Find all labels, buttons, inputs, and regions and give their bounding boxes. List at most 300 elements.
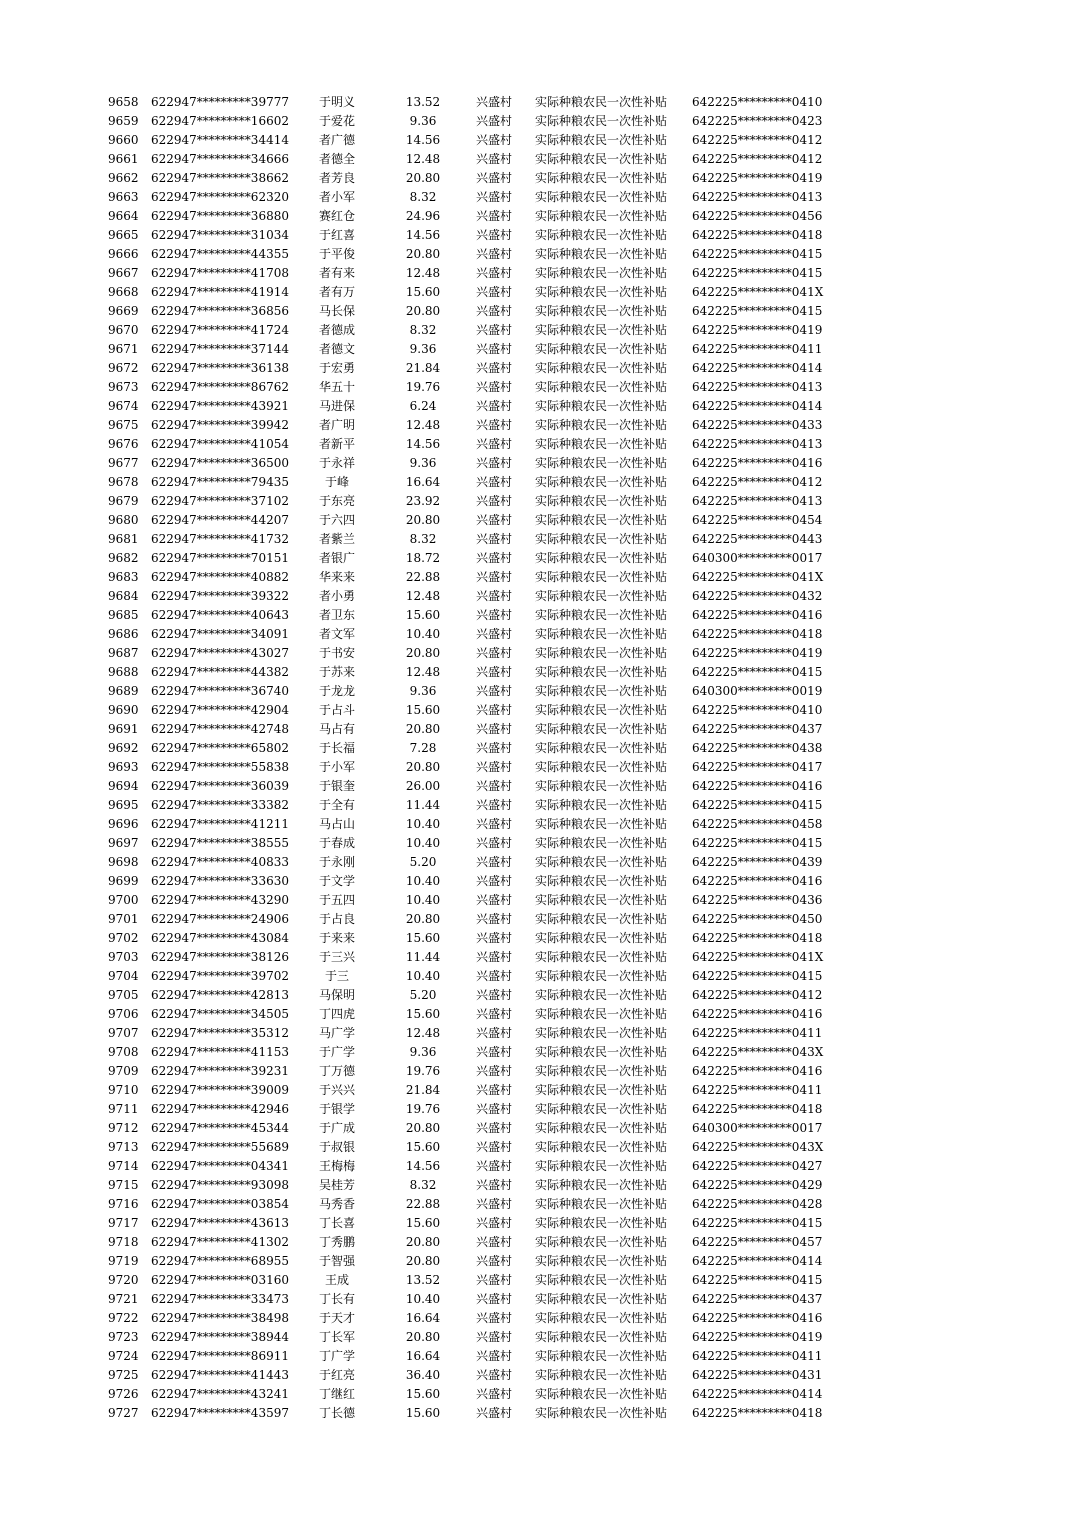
subsidy-type-cell: 实际种粮农民一次性补贴	[535, 1159, 668, 1173]
account-number-cell: 622947*********40833	[151, 855, 289, 869]
subsidy-type-cell: 实际种粮农民一次性补贴	[535, 893, 668, 907]
row-number-cell: 9680	[108, 513, 139, 527]
subsidy-type-cell: 实际种粮农民一次性补贴	[535, 494, 668, 508]
row-number-cell: 9667	[108, 266, 139, 280]
village-cell: 兴盛村	[476, 969, 513, 983]
amount-cell: 15.60	[405, 1007, 441, 1021]
amount-cell: 10.40	[405, 1292, 441, 1306]
table-row	[0, 625, 1074, 644]
name-cell: 者新平	[318, 437, 355, 451]
table-row	[0, 1195, 1074, 1214]
name-cell: 于六四	[318, 513, 355, 527]
id-number-cell: 642225*********0419	[692, 1330, 823, 1344]
name-cell: 于峰	[324, 475, 349, 489]
name-cell: 于银奎	[318, 779, 355, 793]
amount-cell: 20.80	[405, 1254, 441, 1268]
row-number-cell: 9664	[108, 209, 139, 223]
amount-cell: 10.40	[405, 836, 441, 850]
village-cell: 兴盛村	[476, 1197, 513, 1211]
village-cell: 兴盛村	[476, 1406, 513, 1420]
table-row	[0, 397, 1074, 416]
subsidy-type-cell: 实际种粮农民一次性补贴	[535, 627, 668, 641]
table-row	[0, 1233, 1074, 1252]
name-cell: 者银广	[318, 551, 355, 565]
village-cell: 兴盛村	[476, 285, 513, 299]
id-number-cell: 642225*********0415	[692, 836, 823, 850]
account-number-cell: 622947*********36880	[151, 209, 289, 223]
table-row	[0, 473, 1074, 492]
id-number-cell: 642225*********0418	[692, 1102, 823, 1116]
id-number-cell: 642225*********0416	[692, 1064, 823, 1078]
row-number-cell: 9698	[108, 855, 139, 869]
subsidy-type-cell: 实际种粮农民一次性补贴	[535, 1026, 668, 1040]
subsidy-type-cell: 实际种粮农民一次性补贴	[535, 722, 668, 736]
subsidy-type-cell: 实际种粮农民一次性补贴	[535, 798, 668, 812]
subsidy-type-cell: 实际种粮农民一次性补贴	[535, 1178, 668, 1192]
table-row	[0, 93, 1074, 112]
name-cell: 者芳良	[318, 171, 355, 185]
subsidy-type-cell: 实际种粮农民一次性补贴	[535, 171, 668, 185]
name-cell: 马秀香	[318, 1197, 355, 1211]
table-row	[0, 131, 1074, 150]
subsidy-type-cell: 实际种粮农民一次性补贴	[535, 1368, 668, 1382]
id-number-cell: 642225*********0413	[692, 494, 823, 508]
table-row	[0, 1214, 1074, 1233]
id-number-cell: 642225*********0450	[692, 912, 823, 926]
account-number-cell: 622947*********79435	[151, 475, 289, 489]
account-number-cell: 622947*********93098	[151, 1178, 289, 1192]
village-cell: 兴盛村	[476, 304, 513, 318]
account-number-cell: 622947*********31034	[151, 228, 289, 242]
subsidy-type-cell: 实际种粮农民一次性补贴	[535, 1406, 668, 1420]
amount-cell: 21.84	[405, 361, 441, 375]
name-cell: 于平俊	[318, 247, 355, 261]
subsidy-type-cell: 实际种粮农民一次性补贴	[535, 1007, 668, 1021]
name-cell: 丁继红	[318, 1387, 355, 1401]
account-number-cell: 622947*********44355	[151, 247, 289, 261]
table-row	[0, 169, 1074, 188]
subsidy-type-cell: 实际种粮农民一次性补贴	[535, 646, 668, 660]
subsidy-type-cell: 实际种粮农民一次性补贴	[535, 570, 668, 584]
account-number-cell: 622947*********42904	[151, 703, 289, 717]
subsidy-type-cell: 实际种粮农民一次性补贴	[535, 133, 668, 147]
village-cell: 兴盛村	[476, 1140, 513, 1154]
id-number-cell: 642225*********0412	[692, 133, 823, 147]
account-number-cell: 622947*********43597	[151, 1406, 289, 1420]
account-number-cell: 622947*********42813	[151, 988, 289, 1002]
id-number-cell: 642225*********0414	[692, 1387, 823, 1401]
name-cell: 于银学	[318, 1102, 355, 1116]
amount-cell: 12.48	[405, 152, 441, 166]
amount-cell: 15.60	[405, 703, 441, 717]
row-number-cell: 9707	[108, 1026, 139, 1040]
table-row	[0, 796, 1074, 815]
subsidy-type-cell: 实际种粮农民一次性补贴	[535, 551, 668, 565]
id-number-cell: 642225*********0415	[692, 1273, 823, 1287]
table-row	[0, 967, 1074, 986]
name-cell: 于龙龙	[318, 684, 355, 698]
subsidy-type-cell: 实际种粮农民一次性补贴	[535, 1349, 668, 1363]
table-row	[0, 606, 1074, 625]
id-number-cell: 642225*********0437	[692, 1292, 823, 1306]
table-row	[0, 1347, 1074, 1366]
row-number-cell: 9727	[108, 1406, 139, 1420]
name-cell: 王梅梅	[318, 1159, 355, 1173]
id-number-cell: 642225*********041X	[692, 950, 824, 964]
name-cell: 马进保	[318, 399, 355, 413]
account-number-cell: 622947*********41443	[151, 1368, 289, 1382]
village-cell: 兴盛村	[476, 209, 513, 223]
id-number-cell: 642225*********0415	[692, 304, 823, 318]
row-number-cell: 9714	[108, 1159, 139, 1173]
account-number-cell: 622947*********39009	[151, 1083, 289, 1097]
table-row	[0, 701, 1074, 720]
id-number-cell: 642225*********0456	[692, 209, 823, 223]
account-number-cell: 622947*********34666	[151, 152, 289, 166]
account-number-cell: 622947*********41914	[151, 285, 289, 299]
village-cell: 兴盛村	[476, 798, 513, 812]
row-number-cell: 9703	[108, 950, 139, 964]
row-number-cell: 9716	[108, 1197, 139, 1211]
subsidy-type-cell: 实际种粮农民一次性补贴	[535, 266, 668, 280]
village-cell: 兴盛村	[476, 855, 513, 869]
row-number-cell: 9700	[108, 893, 139, 907]
village-cell: 兴盛村	[476, 874, 513, 888]
amount-cell: 11.44	[405, 798, 441, 812]
amount-cell: 16.64	[405, 1311, 441, 1325]
row-number-cell: 9710	[108, 1083, 139, 1097]
row-number-cell: 9687	[108, 646, 139, 660]
name-cell: 于小军	[318, 760, 355, 774]
table-row	[0, 530, 1074, 549]
account-number-cell: 622947*********42748	[151, 722, 289, 736]
table-row	[0, 986, 1074, 1005]
id-number-cell: 642225*********0416	[692, 779, 823, 793]
table-row	[0, 1138, 1074, 1157]
id-number-cell: 642225*********0416	[692, 608, 823, 622]
row-number-cell: 9708	[108, 1045, 139, 1059]
subsidy-type-cell: 实际种粮农民一次性补贴	[535, 114, 668, 128]
subsidy-type-cell: 实际种粮农民一次性补贴	[535, 760, 668, 774]
amount-cell: 12.48	[405, 665, 441, 679]
table-row	[0, 1404, 1074, 1423]
id-number-cell: 640300*********0017	[692, 1121, 823, 1135]
row-number-cell: 9672	[108, 361, 139, 375]
amount-cell: 6.24	[409, 399, 437, 413]
table-row	[0, 587, 1074, 606]
subsidy-type-cell: 实际种粮农民一次性补贴	[535, 1254, 668, 1268]
name-cell: 于宏勇	[318, 361, 355, 375]
row-number-cell: 9723	[108, 1330, 139, 1344]
village-cell: 兴盛村	[476, 1292, 513, 1306]
row-number-cell: 9709	[108, 1064, 139, 1078]
account-number-cell: 622947*********39702	[151, 969, 289, 983]
id-number-cell: 642225*********0429	[692, 1178, 823, 1192]
account-number-cell: 622947*********40643	[151, 608, 289, 622]
account-number-cell: 622947*********44382	[151, 665, 289, 679]
subsidy-type-cell: 实际种粮农民一次性补贴	[535, 399, 668, 413]
row-number-cell: 9702	[108, 931, 139, 945]
account-number-cell: 622947*********40882	[151, 570, 289, 584]
table-row	[0, 568, 1074, 587]
row-number-cell: 9715	[108, 1178, 139, 1192]
account-number-cell: 622947*********65802	[151, 741, 289, 755]
amount-cell: 20.80	[405, 171, 441, 185]
table-row	[0, 454, 1074, 473]
row-number-cell: 9684	[108, 589, 139, 603]
row-number-cell: 9689	[108, 684, 139, 698]
subsidy-type-cell: 实际种粮农民一次性补贴	[535, 855, 668, 869]
name-cell: 马占有	[318, 722, 355, 736]
id-number-cell: 642225*********043X	[692, 1140, 824, 1154]
subsidy-type-cell: 实际种粮农民一次性补贴	[535, 912, 668, 926]
village-cell: 兴盛村	[476, 190, 513, 204]
row-number-cell: 9692	[108, 741, 139, 755]
name-cell: 于长福	[318, 741, 355, 755]
account-number-cell: 622947*********43241	[151, 1387, 289, 1401]
table-row	[0, 663, 1074, 682]
row-number-cell: 9670	[108, 323, 139, 337]
id-number-cell: 642225*********0415	[692, 969, 823, 983]
village-cell: 兴盛村	[476, 399, 513, 413]
village-cell: 兴盛村	[476, 1083, 513, 1097]
name-cell: 于红喜	[318, 228, 355, 242]
id-number-cell: 642225*********0458	[692, 817, 823, 831]
account-number-cell: 622947*********34505	[151, 1007, 289, 1021]
village-cell: 兴盛村	[476, 152, 513, 166]
row-number-cell: 9658	[108, 95, 139, 109]
id-number-cell: 642225*********0418	[692, 627, 823, 641]
name-cell: 王成	[324, 1273, 349, 1287]
table-row	[0, 378, 1074, 397]
name-cell: 者德成	[318, 323, 355, 337]
village-cell: 兴盛村	[476, 456, 513, 470]
village-cell: 兴盛村	[476, 418, 513, 432]
row-number-cell: 9659	[108, 114, 139, 128]
amount-cell: 20.80	[405, 760, 441, 774]
village-cell: 兴盛村	[476, 988, 513, 1002]
amount-cell: 20.80	[405, 247, 441, 261]
subsidy-type-cell: 实际种粮农民一次性补贴	[535, 741, 668, 755]
amount-cell: 8.32	[409, 323, 437, 337]
account-number-cell: 622947*********38555	[151, 836, 289, 850]
subsidy-type-cell: 实际种粮农民一次性补贴	[535, 1216, 668, 1230]
id-number-cell: 642225*********0418	[692, 1406, 823, 1420]
amount-cell: 9.36	[409, 456, 437, 470]
row-number-cell: 9675	[108, 418, 139, 432]
table-row	[0, 739, 1074, 758]
amount-cell: 19.76	[405, 380, 441, 394]
table-row	[0, 910, 1074, 929]
name-cell: 者广德	[318, 133, 355, 147]
subsidy-type-cell: 实际种粮农民一次性补贴	[535, 456, 668, 470]
account-number-cell: 622947*********41211	[151, 817, 289, 831]
row-number-cell: 9722	[108, 1311, 139, 1325]
account-number-cell: 622947*********36039	[151, 779, 289, 793]
table-row	[0, 644, 1074, 663]
amount-cell: 20.80	[405, 1330, 441, 1344]
name-cell: 于全有	[318, 798, 355, 812]
id-number-cell: 642225*********0416	[692, 1007, 823, 1021]
amount-cell: 26.00	[405, 779, 441, 793]
id-number-cell: 642225*********0414	[692, 399, 823, 413]
table-row	[0, 1309, 1074, 1328]
table-row	[0, 112, 1074, 131]
name-cell: 丁四虎	[318, 1007, 355, 1021]
name-cell: 于永祥	[318, 456, 355, 470]
account-number-cell: 622947*********45344	[151, 1121, 289, 1135]
account-number-cell: 622947*********33382	[151, 798, 289, 812]
id-number-cell: 642225*********0419	[692, 323, 823, 337]
village-cell: 兴盛村	[476, 836, 513, 850]
id-number-cell: 642225*********0414	[692, 1254, 823, 1268]
amount-cell: 20.80	[405, 912, 441, 926]
account-number-cell: 622947*********41302	[151, 1235, 289, 1249]
village-cell: 兴盛村	[476, 171, 513, 185]
id-number-cell: 642225*********0411	[692, 342, 823, 356]
name-cell: 马广学	[318, 1026, 355, 1040]
table-row	[0, 1290, 1074, 1309]
subsidy-type-cell: 实际种粮农民一次性补贴	[535, 988, 668, 1002]
amount-cell: 7.28	[409, 741, 437, 755]
amount-cell: 23.92	[405, 494, 441, 508]
account-number-cell: 622947*********03854	[151, 1197, 289, 1211]
name-cell: 丁长喜	[318, 1216, 355, 1230]
account-number-cell: 622947*********86762	[151, 380, 289, 394]
account-number-cell: 622947*********39777	[151, 95, 289, 109]
name-cell: 丁长有	[318, 1292, 355, 1306]
table-row	[0, 720, 1074, 739]
village-cell: 兴盛村	[476, 1178, 513, 1192]
account-number-cell: 622947*********38662	[151, 171, 289, 185]
subsidy-type-cell: 实际种粮农民一次性补贴	[535, 969, 668, 983]
account-number-cell: 622947*********41708	[151, 266, 289, 280]
village-cell: 兴盛村	[476, 1026, 513, 1040]
account-number-cell: 622947*********42946	[151, 1102, 289, 1116]
subsidy-type-cell: 实际种粮农民一次性补贴	[535, 380, 668, 394]
subsidy-type-cell: 实际种粮农民一次性补贴	[535, 836, 668, 850]
table-row	[0, 682, 1074, 701]
name-cell: 丁万德	[318, 1064, 355, 1078]
village-cell: 兴盛村	[476, 646, 513, 660]
row-number-cell: 9661	[108, 152, 139, 166]
row-number-cell: 9704	[108, 969, 139, 983]
amount-cell: 12.48	[405, 266, 441, 280]
name-cell: 于书安	[318, 646, 355, 660]
table-row	[0, 416, 1074, 435]
table-row	[0, 1271, 1074, 1290]
village-cell: 兴盛村	[476, 665, 513, 679]
name-cell: 马长保	[318, 304, 355, 318]
village-cell: 兴盛村	[476, 779, 513, 793]
village-cell: 兴盛村	[476, 931, 513, 945]
amount-cell: 14.56	[405, 1159, 441, 1173]
account-number-cell: 622947*********37144	[151, 342, 289, 356]
id-number-cell: 642225*********0417	[692, 760, 823, 774]
subsidy-type-cell: 实际种粮农民一次性补贴	[535, 532, 668, 546]
village-cell: 兴盛村	[476, 475, 513, 489]
village-cell: 兴盛村	[476, 1387, 513, 1401]
table-row	[0, 245, 1074, 264]
account-number-cell: 622947*********44207	[151, 513, 289, 527]
village-cell: 兴盛村	[476, 722, 513, 736]
amount-cell: 18.72	[405, 551, 441, 565]
row-number-cell: 9688	[108, 665, 139, 679]
name-cell: 吴桂芳	[318, 1178, 355, 1192]
village-cell: 兴盛村	[476, 437, 513, 451]
row-number-cell: 9696	[108, 817, 139, 831]
subsidy-type-cell: 实际种粮农民一次性补贴	[535, 152, 668, 166]
account-number-cell: 622947*********41732	[151, 532, 289, 546]
subsidy-type-cell: 实际种粮农民一次性补贴	[535, 703, 668, 717]
village-cell: 兴盛村	[476, 1330, 513, 1344]
subsidy-table	[0, 93, 1074, 1423]
name-cell: 于三兴	[318, 950, 355, 964]
name-cell: 于永刚	[318, 855, 355, 869]
name-cell: 者小军	[318, 190, 355, 204]
amount-cell: 14.56	[405, 228, 441, 242]
id-number-cell: 640300*********0017	[692, 551, 823, 565]
id-number-cell: 642225*********0419	[692, 646, 823, 660]
table-row	[0, 1119, 1074, 1138]
id-number-cell: 642225*********0413	[692, 437, 823, 451]
id-number-cell: 642225*********043X	[692, 1045, 824, 1059]
amount-cell: 14.56	[405, 437, 441, 451]
row-number-cell: 9669	[108, 304, 139, 318]
amount-cell: 15.60	[405, 285, 441, 299]
subsidy-type-cell: 实际种粮农民一次性补贴	[535, 779, 668, 793]
row-number-cell: 9706	[108, 1007, 139, 1021]
id-number-cell: 642225*********0410	[692, 703, 823, 717]
name-cell: 于苏来	[318, 665, 355, 679]
row-number-cell: 9712	[108, 1121, 139, 1135]
row-number-cell: 9693	[108, 760, 139, 774]
row-number-cell: 9694	[108, 779, 139, 793]
id-number-cell: 642225*********0412	[692, 475, 823, 489]
id-number-cell: 642225*********041X	[692, 285, 824, 299]
name-cell: 马占山	[318, 817, 355, 831]
table-row	[0, 1366, 1074, 1385]
id-number-cell: 642225*********0415	[692, 665, 823, 679]
amount-cell: 5.20	[409, 988, 437, 1002]
id-number-cell: 642225*********0427	[692, 1159, 823, 1173]
name-cell: 者小勇	[318, 589, 355, 603]
village-cell: 兴盛村	[476, 912, 513, 926]
village-cell: 兴盛村	[476, 1159, 513, 1173]
amount-cell: 15.60	[405, 1216, 441, 1230]
subsidy-type-cell: 实际种粮农民一次性补贴	[535, 1083, 668, 1097]
village-cell: 兴盛村	[476, 342, 513, 356]
name-cell: 于广成	[318, 1121, 355, 1135]
id-number-cell: 642225*********0415	[692, 247, 823, 261]
account-number-cell: 622947*********35312	[151, 1026, 289, 1040]
row-number-cell: 9677	[108, 456, 139, 470]
village-cell: 兴盛村	[476, 114, 513, 128]
row-number-cell: 9683	[108, 570, 139, 584]
amount-cell: 19.76	[405, 1064, 441, 1078]
table-row	[0, 549, 1074, 568]
name-cell: 丁长军	[318, 1330, 355, 1344]
village-cell: 兴盛村	[476, 1311, 513, 1325]
account-number-cell: 622947*********37102	[151, 494, 289, 508]
row-number-cell: 9724	[108, 1349, 139, 1363]
table-row	[0, 340, 1074, 359]
amount-cell: 22.88	[405, 570, 441, 584]
subsidy-type-cell: 实际种粮农民一次性补贴	[535, 304, 668, 318]
subsidy-type-cell: 实际种粮农民一次性补贴	[535, 1292, 668, 1306]
row-number-cell: 9678	[108, 475, 139, 489]
village-cell: 兴盛村	[476, 1368, 513, 1382]
